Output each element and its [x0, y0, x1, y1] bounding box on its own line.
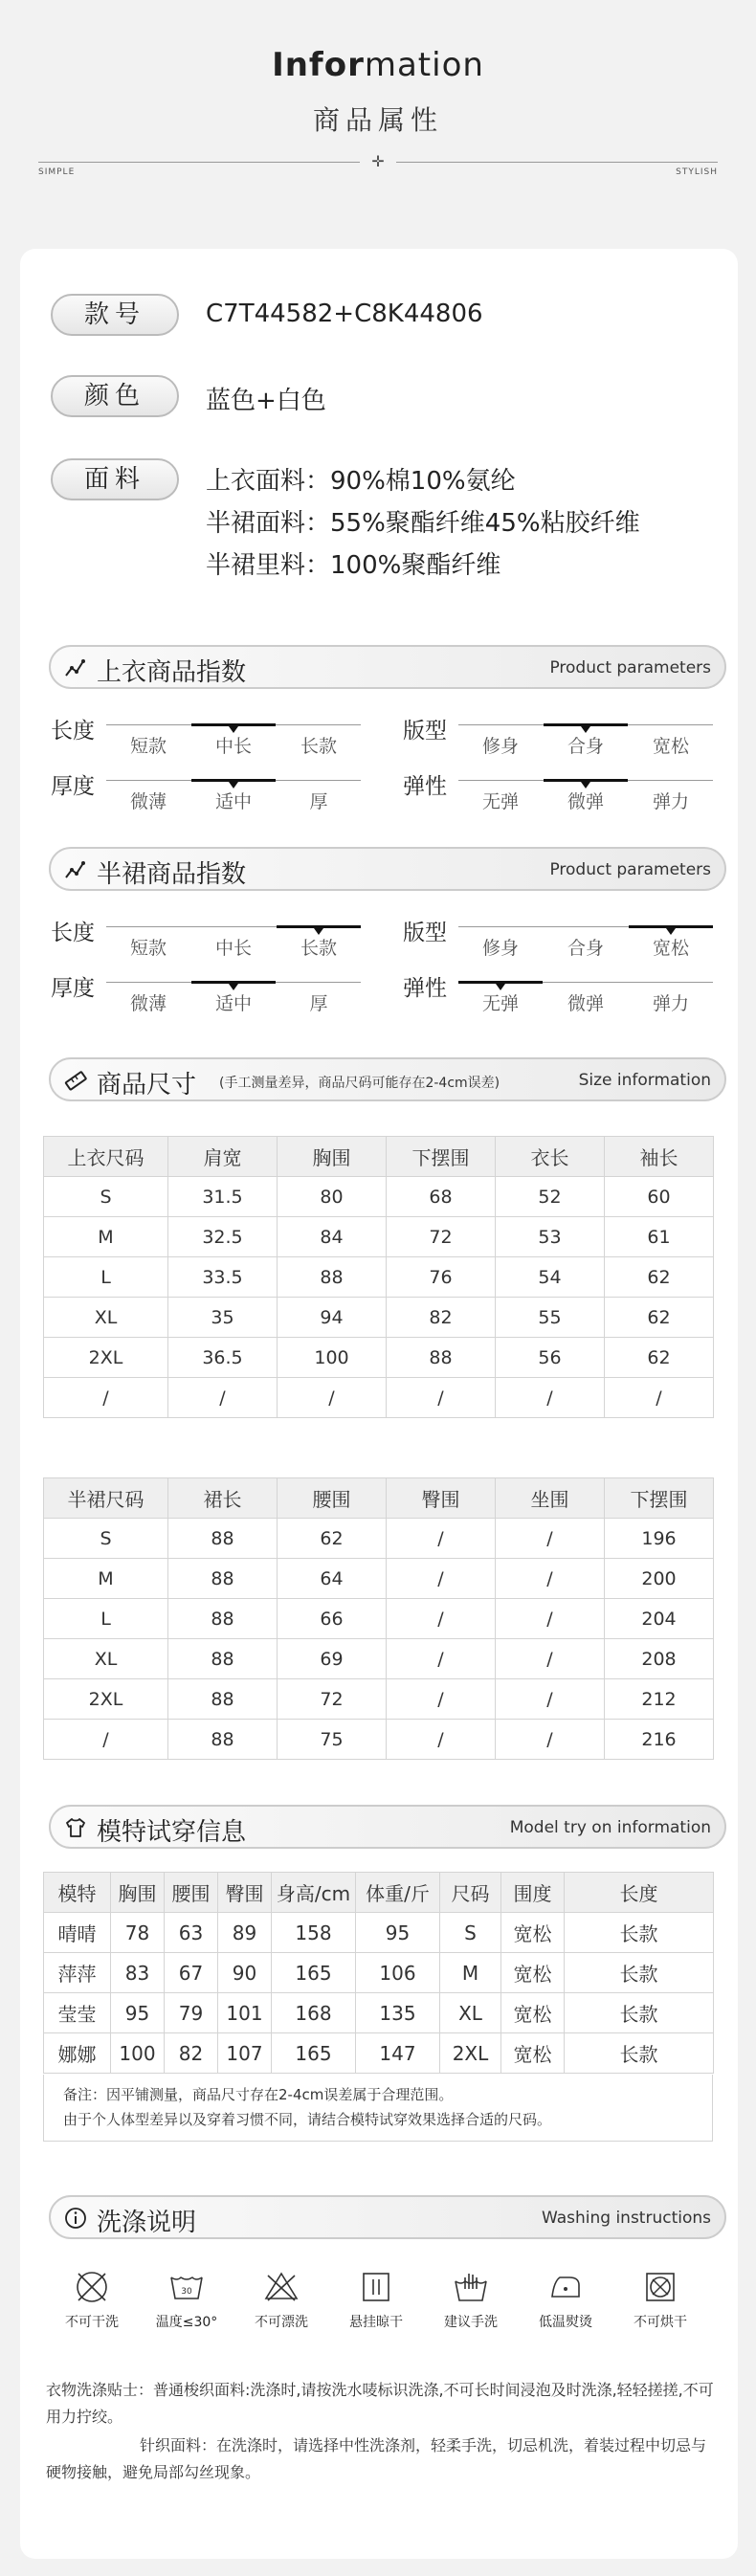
table-cell: 101	[218, 1993, 272, 2033]
table-row	[44, 1338, 714, 1378]
index-marker-icon	[229, 782, 238, 788]
index-option: 厚	[309, 791, 328, 812]
table-header-cell: 身高/cm	[272, 1873, 356, 1913]
table-row	[44, 1720, 714, 1760]
top-index-en: Product parameters	[549, 658, 711, 677]
table-header-cell: 裙长	[168, 1478, 278, 1519]
index-option: 弹力	[652, 791, 689, 812]
table-header-cell: 体重/斤	[356, 1873, 440, 1913]
table-cell: 79	[165, 1993, 218, 2033]
header-title: Information	[272, 46, 484, 84]
wash-en: Washing instructions	[541, 2209, 711, 2228]
table-cell: 宽松	[501, 1953, 565, 1993]
table-header-cell: 围度	[501, 1873, 565, 1913]
table-cell: /	[387, 1679, 496, 1720]
skirt-index-title: 半裙商品指数	[97, 860, 247, 889]
table-cell: /	[605, 1378, 714, 1418]
wash-label: 悬挂晾干	[349, 2315, 403, 2330]
table-cell: 长款	[565, 1993, 714, 2033]
size-header	[49, 1057, 726, 1101]
table-cell: 88	[168, 1679, 278, 1720]
index-marker-icon	[581, 726, 590, 733]
index-option: 短款	[129, 938, 167, 959]
table-cell: 82	[387, 1298, 496, 1338]
table-cell: 83	[111, 1953, 165, 1993]
index-option: 宽松	[652, 736, 689, 757]
index-option: 修身	[481, 938, 519, 959]
index-option: 修身	[481, 736, 519, 757]
skirt-size-table	[43, 1477, 714, 1760]
table-row	[44, 2033, 714, 2074]
index-option: 微薄	[129, 993, 167, 1014]
fabric-line: 半裙面料：55%聚酯纤维45%粘胶纤维	[206, 509, 640, 538]
table-cell: 72	[387, 1217, 496, 1257]
table-row	[44, 1257, 714, 1298]
index-marker-icon	[314, 928, 323, 935]
skirt-index-en: Product parameters	[549, 860, 711, 879]
table-cell: /	[496, 1519, 605, 1559]
index-option: 长款	[300, 736, 337, 757]
table-cell: 76	[387, 1257, 496, 1298]
index-option: 长款	[300, 938, 337, 959]
table-cell: 90	[218, 1953, 272, 1993]
index-option: 微弹	[567, 791, 604, 812]
table-row	[44, 1559, 714, 1599]
wash-header	[49, 2195, 726, 2239]
table-cell: 2XL	[44, 1679, 168, 1720]
table-row	[44, 1993, 714, 2033]
table-cell: 31.5	[168, 1177, 278, 1217]
wash-tip-woven: 衣物洗涤贴士：普通梭织面料:洗涤时,请按洗水唛标识洗涤,不可长时间浸泡及时洗涤,轻轻搓搓,不可用力拧绞。	[46, 2381, 714, 2426]
table-cell: 147	[356, 2033, 440, 2074]
table-cell: 78	[111, 1913, 165, 1953]
index-marker-icon	[581, 782, 590, 788]
index-option: 无弹	[481, 791, 519, 812]
table-cell: /	[387, 1378, 496, 1418]
table-cell: 长款	[565, 1953, 714, 1993]
header-divider-left	[38, 162, 360, 163]
page-header	[0, 0, 756, 249]
table-cell: /	[44, 1378, 168, 1418]
table-cell: 52	[496, 1177, 605, 1217]
table-header-cell: 胸围	[278, 1137, 387, 1177]
index-marker-icon	[666, 928, 676, 935]
table-header-cell: 模特	[44, 1873, 111, 1913]
table-cell: 62	[605, 1257, 714, 1298]
table-cell: 62	[278, 1519, 387, 1559]
table-cell: XL	[440, 1993, 501, 2033]
index-option: 适中	[214, 791, 252, 812]
table-cell: 88	[168, 1559, 278, 1599]
index-option: 无弹	[481, 993, 519, 1014]
table-cell: 135	[356, 1993, 440, 2033]
table-cell: /	[278, 1378, 387, 1418]
index-label: 长度	[51, 921, 95, 945]
table-row	[44, 1519, 714, 1559]
model-remark-line: 备注：因平铺测量，商品尺寸存在2-4cm误差属于合理范围。	[63, 2086, 454, 2103]
table-cell: 2XL	[440, 2033, 501, 2074]
table-cell: 100	[278, 1338, 387, 1378]
index-label: 弹性	[403, 976, 447, 1001]
index-option: 弹力	[652, 993, 689, 1014]
model-header	[49, 1805, 726, 1849]
header-divider-right	[396, 162, 718, 163]
fabric-label: 面料	[51, 458, 179, 500]
table-header-cell: 半裙尺码	[44, 1478, 168, 1519]
header-right-tag: STYLISH	[676, 167, 718, 177]
model-en: Model try on information	[509, 1818, 711, 1837]
table-cell: 107	[218, 2033, 272, 2074]
table-cell: /	[496, 1720, 605, 1760]
table-cell: 88	[278, 1257, 387, 1298]
table-cell: XL	[44, 1298, 168, 1338]
table-cell: 95	[356, 1913, 440, 1953]
table-cell: 宽松	[501, 2033, 565, 2074]
wash-title: 洗涤说明	[97, 2209, 197, 2237]
index-option: 微弹	[567, 993, 604, 1014]
wash-30-icon	[145, 2268, 229, 2331]
table-cell: S	[44, 1177, 168, 1217]
table-cell: 35	[168, 1298, 278, 1338]
model-remark-line: 由于个人体型差异以及穿着习惯不同，请结合模特试穿效果选择合适的尺码。	[63, 2111, 552, 2128]
table-cell: 36.5	[168, 1338, 278, 1378]
table-cell: L	[44, 1257, 168, 1298]
index-option: 适中	[214, 993, 252, 1014]
table-cell: 88	[168, 1599, 278, 1639]
table-row	[44, 1639, 714, 1679]
table-cell: M	[44, 1559, 168, 1599]
index-option: 中长	[214, 736, 252, 757]
ruler-icon	[64, 1069, 87, 1092]
index-label: 厚度	[51, 774, 95, 799]
index-option: 短款	[129, 736, 167, 757]
color-label: 颜色	[51, 375, 179, 417]
index-option: 宽松	[652, 938, 689, 959]
table-row	[44, 1177, 714, 1217]
header-left-tag: SIMPLE	[38, 167, 76, 177]
size-title: 商品尺寸	[97, 1071, 197, 1099]
table-row	[44, 1599, 714, 1639]
no-tumble-dry-icon	[618, 2268, 702, 2331]
table-cell: /	[496, 1599, 605, 1639]
table-cell: 158	[272, 1913, 356, 1953]
svg-text:30: 30	[181, 2287, 192, 2297]
table-cell: 95	[111, 1993, 165, 2033]
table-cell: 62	[605, 1298, 714, 1338]
top-index-title: 上衣商品指数	[97, 658, 247, 687]
table-header-cell: 肩宽	[168, 1137, 278, 1177]
table-cell: 89	[218, 1913, 272, 1953]
no-bleach-icon	[239, 2268, 323, 2331]
table-cell: 80	[278, 1177, 387, 1217]
table-cell: 216	[605, 1720, 714, 1760]
fabric-line: 上衣面料：90%棉10%氨纶	[206, 467, 516, 496]
table-cell: 165	[272, 1953, 356, 1993]
trend-chart-icon	[64, 858, 87, 881]
table-cell: S	[440, 1913, 501, 1953]
table-row	[44, 1378, 714, 1418]
table-cell: 200	[605, 1559, 714, 1599]
table-cell: 60	[605, 1177, 714, 1217]
table-cell: 64	[278, 1559, 387, 1599]
table-header-cell: 胸围	[111, 1873, 165, 1913]
table-cell: 宽松	[501, 1993, 565, 2033]
color-value: 蓝色+白色	[206, 387, 326, 415]
table-header-cell: 上衣尺码	[44, 1137, 168, 1177]
table-cell: /	[387, 1599, 496, 1639]
wash-label: 不可烘干	[634, 2315, 687, 2330]
model-title: 模特试穿信息	[97, 1818, 247, 1847]
index-label: 版型	[403, 719, 447, 744]
index-label: 厚度	[51, 976, 95, 1001]
table-cell: 32.5	[168, 1217, 278, 1257]
table-cell: 212	[605, 1679, 714, 1720]
index-marker-icon	[496, 984, 505, 990]
index-label: 弹性	[403, 774, 447, 799]
table-header-row	[44, 1137, 714, 1177]
table-cell: 100	[111, 2033, 165, 2074]
table-cell: 晴晴	[44, 1913, 111, 1953]
table-cell: 88	[168, 1519, 278, 1559]
table-header-cell: 腰围	[165, 1873, 218, 1913]
index-label: 版型	[403, 921, 447, 945]
table-cell: 67	[165, 1953, 218, 1993]
table-cell: 196	[605, 1519, 714, 1559]
table-cell: /	[387, 1639, 496, 1679]
top-size-table	[43, 1136, 714, 1418]
table-cell: 69	[278, 1639, 387, 1679]
table-cell: /	[387, 1559, 496, 1599]
index-option: 微薄	[129, 791, 167, 812]
table-cell: XL	[44, 1639, 168, 1679]
hang-dry-icon	[334, 2268, 418, 2331]
size-note: (手工测量差异，商品尺码可能存在2-4cm误差)	[219, 1076, 500, 1091]
table-row	[44, 1679, 714, 1720]
table-cell: 165	[272, 2033, 356, 2074]
table-header-cell: 袖长	[605, 1137, 714, 1177]
index-marker-icon	[229, 726, 238, 733]
wash-label: 不可漂洗	[255, 2315, 308, 2330]
table-cell: M	[44, 1217, 168, 1257]
table-cell: 长款	[565, 2033, 714, 2074]
table-header-cell: 尺码	[440, 1873, 501, 1913]
table-cell: M	[440, 1953, 501, 1993]
model-remark-box	[43, 2075, 713, 2142]
table-header-cell: 长度	[565, 1873, 714, 1913]
table-row	[44, 1913, 714, 1953]
index-marker-icon	[229, 984, 238, 990]
table-cell: 106	[356, 1953, 440, 1993]
table-cell: /	[168, 1378, 278, 1418]
table-cell: 88	[387, 1338, 496, 1378]
table-cell: 62	[605, 1338, 714, 1378]
wash-label: 建议手洗	[444, 2315, 498, 2330]
table-cell: 2XL	[44, 1338, 168, 1378]
fabric-line: 半裙里料：100%聚酯纤维	[206, 551, 501, 580]
table-cell: 长款	[565, 1913, 714, 1953]
no-dry-clean-icon	[50, 2268, 134, 2331]
table-cell: 84	[278, 1217, 387, 1257]
table-cell: /	[496, 1679, 605, 1720]
table-row	[44, 1298, 714, 1338]
table-cell: L	[44, 1599, 168, 1639]
table-cell: /	[496, 1639, 605, 1679]
table-row	[44, 1217, 714, 1257]
table-cell: 72	[278, 1679, 387, 1720]
table-cell: /	[496, 1378, 605, 1418]
top-index-header	[49, 645, 726, 689]
table-cell: /	[44, 1720, 168, 1760]
skirt-index-header	[49, 847, 726, 891]
wash-tip-knit: 针织面料：在洗涤时，请选择中性洗涤剂，轻柔手洗，切忌机洗，着装过程中切忌与硬物接触，避免局部勾丝现象。	[46, 2436, 707, 2481]
index-option: 中长	[214, 938, 252, 959]
table-cell: /	[387, 1519, 496, 1559]
model-number-value: C7T44582+C8K44806	[206, 300, 483, 328]
table-cell: 33.5	[168, 1257, 278, 1298]
table-cell: 53	[496, 1217, 605, 1257]
low-iron-icon	[523, 2268, 608, 2331]
table-cell: 94	[278, 1298, 387, 1338]
index-option: 合身	[567, 938, 604, 959]
index-option: 合身	[567, 736, 604, 757]
table-cell: 61	[605, 1217, 714, 1257]
table-header-row	[44, 1873, 714, 1913]
table-cell: 75	[278, 1720, 387, 1760]
wash-label: 温度≤30°	[155, 2315, 218, 2330]
table-cell: 208	[605, 1639, 714, 1679]
table-cell: 63	[165, 1913, 218, 1953]
info-circle-icon	[64, 2207, 87, 2230]
product-info-card	[20, 249, 738, 2559]
table-cell: 萍萍	[44, 1953, 111, 1993]
trend-chart-icon	[64, 656, 87, 679]
table-cell: 204	[605, 1599, 714, 1639]
table-cell: 莹莹	[44, 1993, 111, 2033]
table-cell: /	[387, 1720, 496, 1760]
table-cell: 88	[168, 1639, 278, 1679]
table-header-cell: 下摆围	[605, 1478, 714, 1519]
table-cell: 68	[387, 1177, 496, 1217]
table-row	[44, 1953, 714, 1993]
table-cell: /	[496, 1559, 605, 1599]
wash-label: 低温熨烫	[539, 2315, 592, 2330]
table-cell: 168	[272, 1993, 356, 2033]
table-cell: 娜娜	[44, 2033, 111, 2074]
table-header-row	[44, 1478, 714, 1519]
table-header-cell: 下摆围	[387, 1137, 496, 1177]
size-en: Size information	[578, 1071, 711, 1090]
index-option: 厚	[309, 993, 328, 1014]
table-header-cell: 衣长	[496, 1137, 605, 1177]
index-label: 长度	[51, 719, 95, 744]
model-number-label: 款号	[51, 294, 179, 336]
wash-label: 不可干洗	[65, 2315, 119, 2330]
table-header-cell: 臀围	[387, 1478, 496, 1519]
table-cell: S	[44, 1519, 168, 1559]
table-cell: 66	[278, 1599, 387, 1639]
table-cell: 55	[496, 1298, 605, 1338]
hand-wash-icon	[429, 2268, 513, 2331]
table-cell: 宽松	[501, 1913, 565, 1953]
table-cell: 54	[496, 1257, 605, 1298]
table-cell: 82	[165, 2033, 218, 2074]
shirt-icon	[64, 1816, 87, 1839]
table-header-cell: 腰围	[278, 1478, 387, 1519]
table-header-cell: 臀围	[218, 1873, 272, 1913]
header-subtitle: 商品属性	[312, 104, 443, 136]
model-table	[43, 1872, 714, 2074]
cross-ornament-icon: ✛	[371, 152, 385, 170]
table-cell: 88	[168, 1720, 278, 1760]
table-cell: 56	[496, 1338, 605, 1378]
table-header-cell: 坐围	[496, 1478, 605, 1519]
